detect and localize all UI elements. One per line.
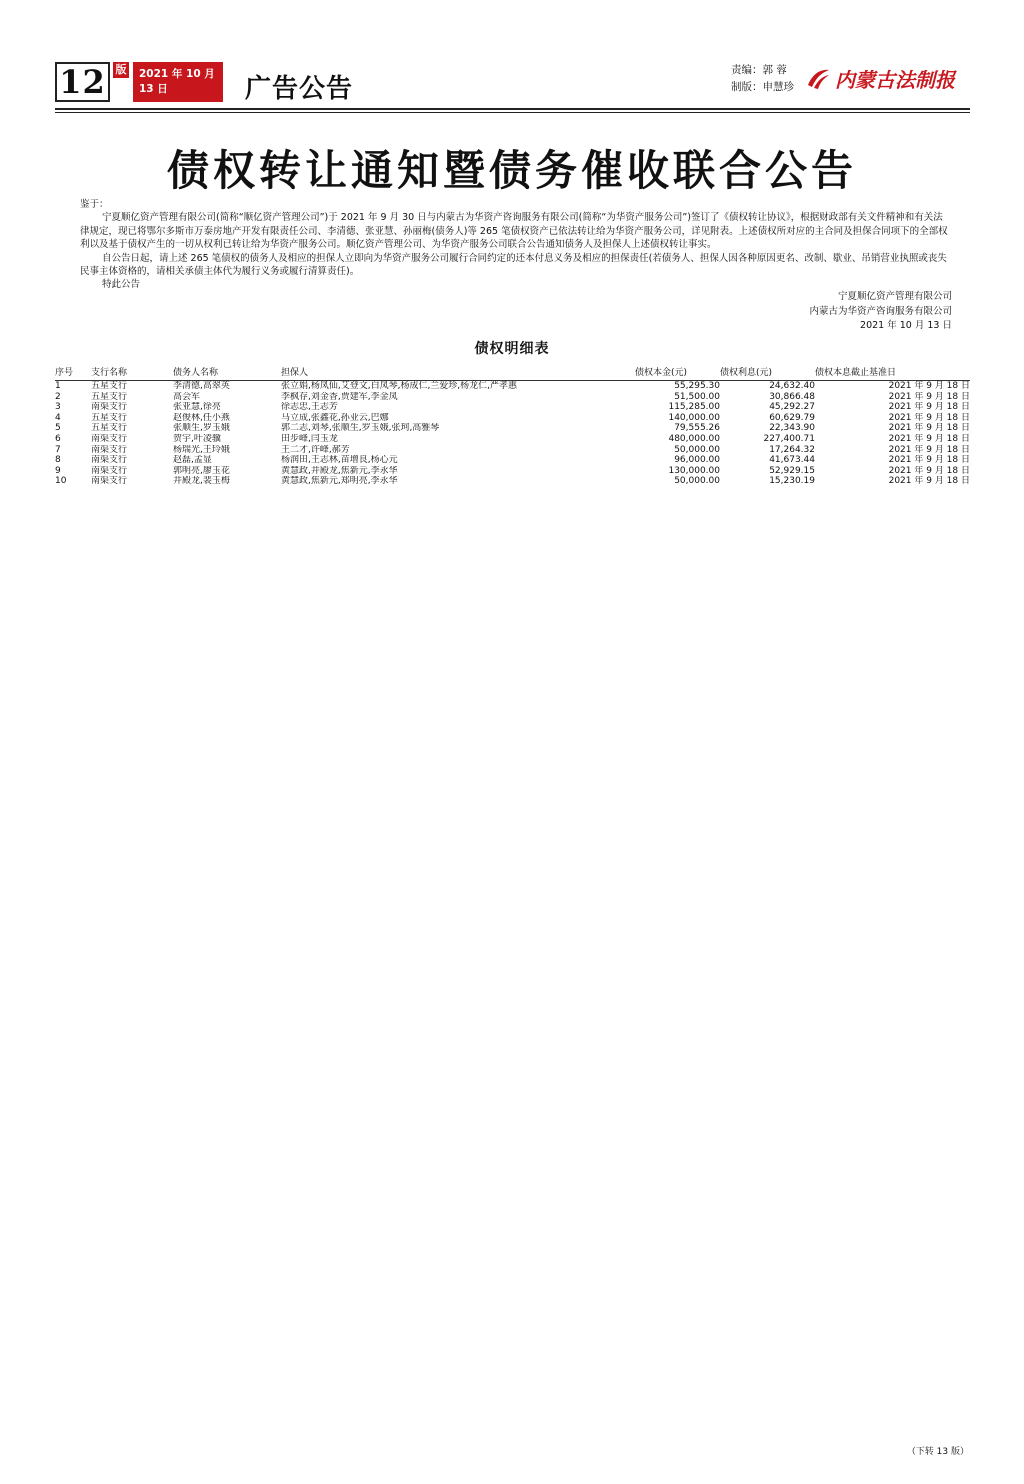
table-row [55, 402, 970, 413]
row-date: 2021 年 9 月 18 日 [888, 465, 970, 476]
masthead [55, 62, 970, 106]
row-debtor: 张亚慧,徐亮 [173, 402, 221, 413]
row-no: 10 [55, 476, 67, 487]
table-row [55, 413, 970, 424]
continue-note: （下转 13 版） [906, 1447, 969, 1457]
row-principal: 140,000.00 [668, 412, 720, 423]
row-date: 2021 年 9 月 18 日 [888, 381, 970, 391]
row-debtor: 赵磊,孟显 [173, 455, 212, 466]
row-interest: 41,673.44 [769, 455, 815, 466]
row-principal: 51,500.00 [674, 391, 720, 402]
editor-credit: 责编：郭 蓉 [731, 64, 787, 76]
newspaper-logo [805, 64, 955, 93]
row-no: 3 [55, 402, 61, 413]
row-no: 9 [55, 465, 61, 476]
col-no: 序号 [55, 362, 91, 381]
row-interest: 30,866.48 [769, 391, 815, 402]
row-branch: 南渠支行 [91, 402, 128, 413]
col-debtor: 债务人名称 [173, 362, 281, 381]
row-guarantor: 杨润田,王志林,苗增良,杨心元 [281, 455, 398, 466]
table-row [55, 434, 970, 445]
row-no: 8 [55, 455, 61, 466]
row-branch: 南渠支行 [91, 455, 128, 466]
row-branch: 南渠支行 [91, 465, 128, 476]
row-debtor: 张顺生,罗玉娥 [173, 423, 230, 434]
row-debtor: 赵俊林,任小燕 [173, 412, 230, 423]
row-guarantor: 李枫存,刘金香,贾建军,李金凤 [281, 391, 398, 402]
page-label: 版 [113, 62, 129, 78]
row-debtor: 李清德,高翠英 [173, 381, 230, 391]
row-guarantor: 黄慧政,焦新元,郑明亮,李永华 [281, 476, 398, 487]
row-date: 2021 年 9 月 18 日 [888, 402, 970, 413]
row-date: 2021 年 9 月 18 日 [888, 391, 970, 402]
row-guarantor: 田步峰,闫玉龙 [281, 433, 338, 444]
col-principal: 债权本金(元) [635, 362, 720, 381]
row-debtor: 贺宇,叶凌骥 [173, 433, 221, 444]
col-date: 债权本息截止基准日 [815, 362, 970, 381]
signature-date: 2021 年 10 月 13 日 [860, 320, 952, 331]
header-rule [55, 108, 970, 110]
table-row [55, 423, 970, 434]
row-guarantor: 王二才,许峰,郝芳 [281, 444, 350, 455]
row-principal: 115,285.00 [668, 402, 720, 413]
salutation: 鉴于： [80, 199, 109, 210]
row-interest: 52,929.15 [769, 465, 815, 476]
newspaper-name: 内蒙古法制报 [835, 68, 955, 92]
notice-paragraph-2: 自公告日起，请上述 265 笔债权的债务人及相应的担保人立即向为华资产服务公司履行合同约定的还本付息义务及相应的担保责任(若债务人、担保人因各种原因更名、改制、歇业、吊销营业执照或丧失民事主体资格的，请相关承债主体代为履行义务或履行清算责任)。 [80, 252, 947, 278]
table-row [55, 392, 970, 403]
row-branch: 南渠支行 [91, 476, 128, 487]
table-body [55, 381, 970, 487]
issue-date: 2021 年 10 月 13 日 [139, 68, 215, 95]
row-date: 2021 年 9 月 18 日 [888, 433, 970, 444]
row-guarantor: 徐志忠,王志芳 [281, 402, 338, 413]
row-no: 4 [55, 412, 61, 423]
table-row [55, 381, 970, 392]
producer-credit: 制版：申慧珍 [731, 81, 794, 93]
signatories [809, 290, 952, 334]
table-row [55, 445, 970, 456]
row-interest: 60,629.79 [769, 412, 815, 423]
row-debtor: 杨瑞光,王玲娥 [173, 444, 230, 455]
row-principal: 55,295.30 [674, 381, 720, 391]
row-interest: 17,264.32 [769, 444, 815, 455]
row-principal: 50,000.00 [674, 444, 720, 455]
issue-date-box [133, 62, 223, 102]
signatory-2: 内蒙古为华资产咨询服务有限公司 [809, 305, 952, 317]
notice-closing: 特此公告 [102, 279, 141, 291]
row-guarantor: 马立成,张鑫花,孙业云,巴娜 [281, 412, 389, 423]
row-interest: 24,632.40 [769, 381, 815, 391]
row-principal: 96,000.00 [674, 455, 720, 466]
announcement-title: 债权转让通知暨债务催收联合公告 [166, 146, 857, 195]
signatory-1: 宁夏顺亿资产管理有限公司 [837, 291, 952, 302]
row-no: 5 [55, 423, 61, 434]
col-guarantor: 担保人 [281, 362, 635, 381]
row-guarantor: 黄慧政,井殿龙,焦新元,李永华 [281, 465, 398, 476]
table-row [55, 476, 970, 487]
row-date: 2021 年 9 月 18 日 [888, 455, 970, 466]
credits [731, 62, 794, 96]
col-branch: 支行名称 [91, 362, 173, 381]
row-date: 2021 年 9 月 18 日 [888, 476, 970, 487]
row-branch: 五星支行 [91, 381, 128, 391]
table-title: 债权明细表 [474, 341, 550, 357]
row-date: 2021 年 9 月 18 日 [888, 444, 970, 455]
row-interest: 45,292.27 [769, 402, 815, 413]
issue-weekday [133, 96, 223, 116]
row-no: 2 [55, 391, 61, 402]
notice-body [80, 198, 952, 292]
row-principal: 480,000.00 [668, 433, 720, 444]
row-no: 1 [55, 381, 61, 391]
row-interest: 227,400.71 [763, 433, 815, 444]
row-principal: 130,000.00 [668, 465, 720, 476]
row-branch: 五星支行 [91, 391, 128, 402]
row-interest: 15,230.19 [769, 476, 815, 487]
row-debtor: 郭明亮,廖玉花 [173, 465, 230, 476]
table-header-row [55, 362, 970, 381]
swoosh-logo-icon [805, 67, 831, 91]
row-debtor: 高会军 [173, 391, 201, 402]
row-no: 7 [55, 444, 61, 455]
table-row [55, 466, 970, 477]
page-number: 12 [55, 62, 110, 102]
row-branch: 五星支行 [91, 423, 128, 434]
row-principal: 50,000.00 [674, 476, 720, 487]
header-rule-thin [55, 112, 970, 113]
col-interest: 债权利息(元) [720, 362, 815, 381]
row-guarantor: 张立娟,杨凤仙,艾登文,白凤琴,杨成仁,兰爱珍,杨龙仁,严孝惠 [281, 381, 518, 391]
row-date: 2021 年 9 月 18 日 [888, 412, 970, 423]
row-debtor: 井殿龙,裴玉梅 [173, 476, 230, 487]
row-branch: 五星支行 [91, 412, 128, 423]
notice-paragraph-1: 宁夏顺亿资产管理有限公司(简称“顺亿资产管理公司”)于 2021 年 9 月 30 日与内蒙古为华资产咨询服务有限公司(简称“为华资产服务公司”)签订了《债权转让协议》，根据财政部有关文件精神和有关法律规定，现已将鄂尔多斯市万泰房地产开发有限责任公司、李清德、张亚慧、孙丽梅(债务人)等 265 笔债权资产已依法转让给为华资产服务公司，详见附表。上述债权所对应的主合同及担保合同项下的全部权利以及基于债权产生的一切从权利已转让给为华资产服务公司。顺亿资产管理公司、为华资产服务公司联合公告通知债务人及担保人上述债权转让事实。 [80, 212, 948, 251]
row-interest: 22,343.90 [769, 423, 815, 434]
row-branch: 南渠支行 [91, 444, 128, 455]
row-date: 2021 年 9 月 18 日 [888, 423, 970, 434]
row-guarantor: 郭二志,刘琴,张顺生,罗玉娥,张珂,高雅琴 [281, 423, 440, 434]
row-branch: 南渠支行 [91, 433, 128, 444]
table-row [55, 455, 970, 466]
row-no: 6 [55, 433, 61, 444]
row-principal: 79,555.26 [674, 423, 720, 434]
debt-detail-table [55, 362, 970, 487]
section-title: 广告公告 [245, 74, 354, 104]
